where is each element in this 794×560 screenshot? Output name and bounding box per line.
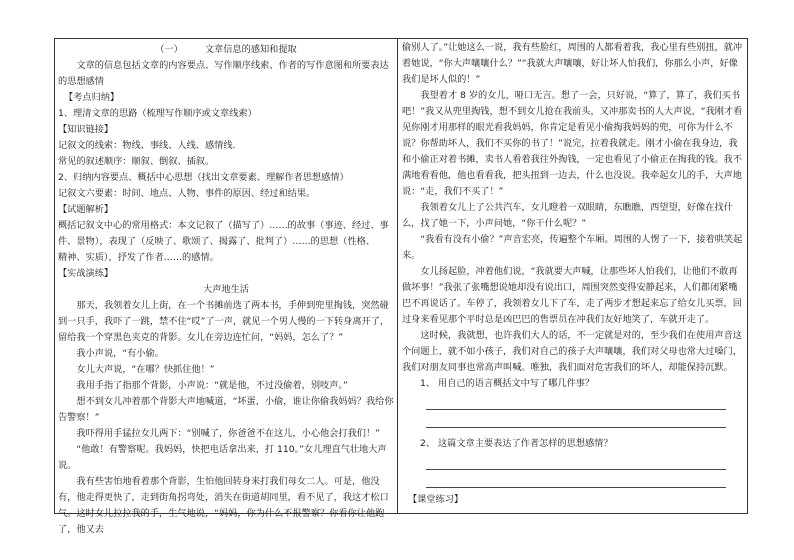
- order-text: 常见的叙述顺序：顺叙、倒叙、插叙。: [58, 156, 215, 167]
- section-title: 文章信息的感知和提取: [204, 44, 297, 55]
- story-paragraph-6: 我吓得用手猛拉女儿两下：“别喊了，你爸爸不在这儿，小心他会打我们！”: [76, 428, 380, 439]
- point-2: 2、归纳内容要点、概括中心思想（找出文章要素、理解作者思想感情）: [58, 172, 349, 183]
- story-paragraph-5: 想不到女儿冲着那个背影大声地喊道，“坏蛋，小偷，谁让你偷我妈妈？我给你告警察！”: [58, 396, 394, 423]
- story-paragraph-13: 女儿扬起脸，冲着他们说，“我就要大声喊，让那些坏人怕我们，让他们不敢再做坏事！”我张了张嘴想说她却没有说出口，周围突然变得安静起来，人们都闭紧嘴巴不再说话了。车停了，我领着女儿下了车，走了两步才想起来忘了给女儿买票，回过身来看见那个平时总是凶巴巴的售票员在冲我们友好地笑了，车就开走了。: [402, 266, 742, 325]
- intro-text: 文章的信息包括文章的内容要点、写作顺序线索、作者的写作意图和所要表达的思想感情: [58, 60, 389, 87]
- answer-line[interactable]: [426, 392, 726, 410]
- answer-line[interactable]: [426, 470, 726, 488]
- left-column: [58, 40, 394, 538]
- story-paragraph-2: 我小声说，“有小偷。: [76, 348, 164, 359]
- summary-format-1: 概括记叙文中心的常用格式：本文记叙了（描写了）……的故事（事迹、经过、事: [58, 220, 389, 231]
- story-paragraph-3: 女儿大声说，“在哪？快抓住他！”: [76, 364, 215, 375]
- shiyan-heading: 【实战演练】: [58, 268, 114, 279]
- story-title: 大声地生活: [203, 284, 249, 295]
- right-column: [402, 40, 744, 508]
- question-2: 2、 这篇文章主要表达了作者怎样的思想感情？: [420, 438, 613, 449]
- story-paragraph-14: 这时候，我就想，也许我们大人的话，不一定就是对的，至少我们在使用声音这个问题上，就不如小孩子，我们对自己的孩子大声嚷嚷，我们对父母也常大过嗓门，我们对朋友同事也常高声叫喊。唯独，我们面对危害我们的坏人，却能保持沉默。: [402, 330, 742, 373]
- story-paragraph-9: 偷别人了。”让她这么一说，我有些脸红，周围的人都看着我，我心里有些别扭，就冲着她说，“你大声嚷嚷什么？”“我就大声嚷嚷，好让坏人怕我们，你那么小声，好像我们是坏人似的！”: [402, 42, 743, 85]
- story-paragraph-12: “我看有没有小偷？”声音宏亮，传遍整个车厢。周围的人愣了一下，接着哄笑起来。: [402, 234, 743, 261]
- story-paragraph-11: 我领着女儿上了公共汽车，女儿瞪着一双眼睛，东瞧瞧，西望望，好像在找什么，找了她一下，小声问她，“你干什么呢？”: [402, 202, 733, 229]
- summary-format-3: 精神、实质），抒发了作者……的感情。: [58, 252, 219, 263]
- answer-line[interactable]: [426, 452, 726, 470]
- section-number: （一）: [155, 44, 183, 55]
- question-1: 1、 用自己的语言概括文中写了哪几件事？: [420, 378, 595, 389]
- zhishi-heading: 【知识链接】: [58, 124, 114, 135]
- point-1: 1、理清文章的思路（梳理写作顺序或文章线索）: [58, 108, 257, 119]
- column-divider: [397, 38, 398, 514]
- clue-text: 记叙文的线索：物线、事线、人线、感情线.: [58, 140, 236, 151]
- story-paragraph-4: 我用手指了指那个背影，小声说：“就是他，不过没偷着，别吱声。”: [76, 380, 348, 391]
- answer-line[interactable]: [426, 410, 726, 428]
- story-paragraph-1: 那天，我领着女儿上街，在一个书摊前选了两本书，手伸到兜里掏钱，突然碰到一只手，我吓了一跳，禁不住“哎”了一声，就见一个男人慢的一下转身离开了，留给我一个穿黑色夹克的背影。女儿在旁边连忙问，“妈妈，怎么了？”: [58, 300, 390, 343]
- kaodian-heading: 【考点归纳】: [64, 92, 120, 103]
- story-paragraph-10: 我望着才 8 岁的女儿，哑口无言。想了一会，只好说，“算了，算了，我们买书吧！”我又从兜里掏钱，想不到女儿抢在我前头，又冲那卖书的人大声说，“我刚才看见你刚才用那样的眼光看我妈妈，你肯定是看见小偷掏我妈妈的兜，可你为什么不说？你帮助坏人，我们不买你的书了！”说完，拉着我就走。刚才小偷在我身边，我和小偷正对着书摊，卖书人看着我往外掏钱，一定也看见了小偷正在掏我的钱。我不满地看看他，他也看看我，把头扭到一边去，什么也没说。我牵起女儿的手，大声地说：“走，我们不买了！”: [402, 90, 743, 197]
- ketang-heading: 【课堂练习】: [408, 494, 464, 505]
- section-heading: [58, 42, 394, 58]
- summary-format-2: 件、景物），表现了（反映了、歌颂了、揭露了、批判了）……的思想（性格、: [58, 236, 375, 247]
- six-elements-text: 记叙文六要素：时间、地点、人物、事件的原因、经过和结果。: [58, 188, 316, 199]
- story-paragraph-8: 我有些害怕地看着那个背影，生怕他回转身来打我们母女二人。可是，他没有，他走得更快了，走到街角拐弯处，消失在街道胡同里，看不见了，我这才松口气。这时女儿拉拉我的手，生气地说，“妈妈，你为什么不报警察？你看你让他跑了，他又去: [58, 476, 389, 535]
- shiti-heading: 【试题解析】: [58, 204, 114, 215]
- story-paragraph-7: “他敢！有警察呢。我妈妈，快把电话拿出来，打 110。”女儿理直气壮地大声说。: [58, 444, 387, 471]
